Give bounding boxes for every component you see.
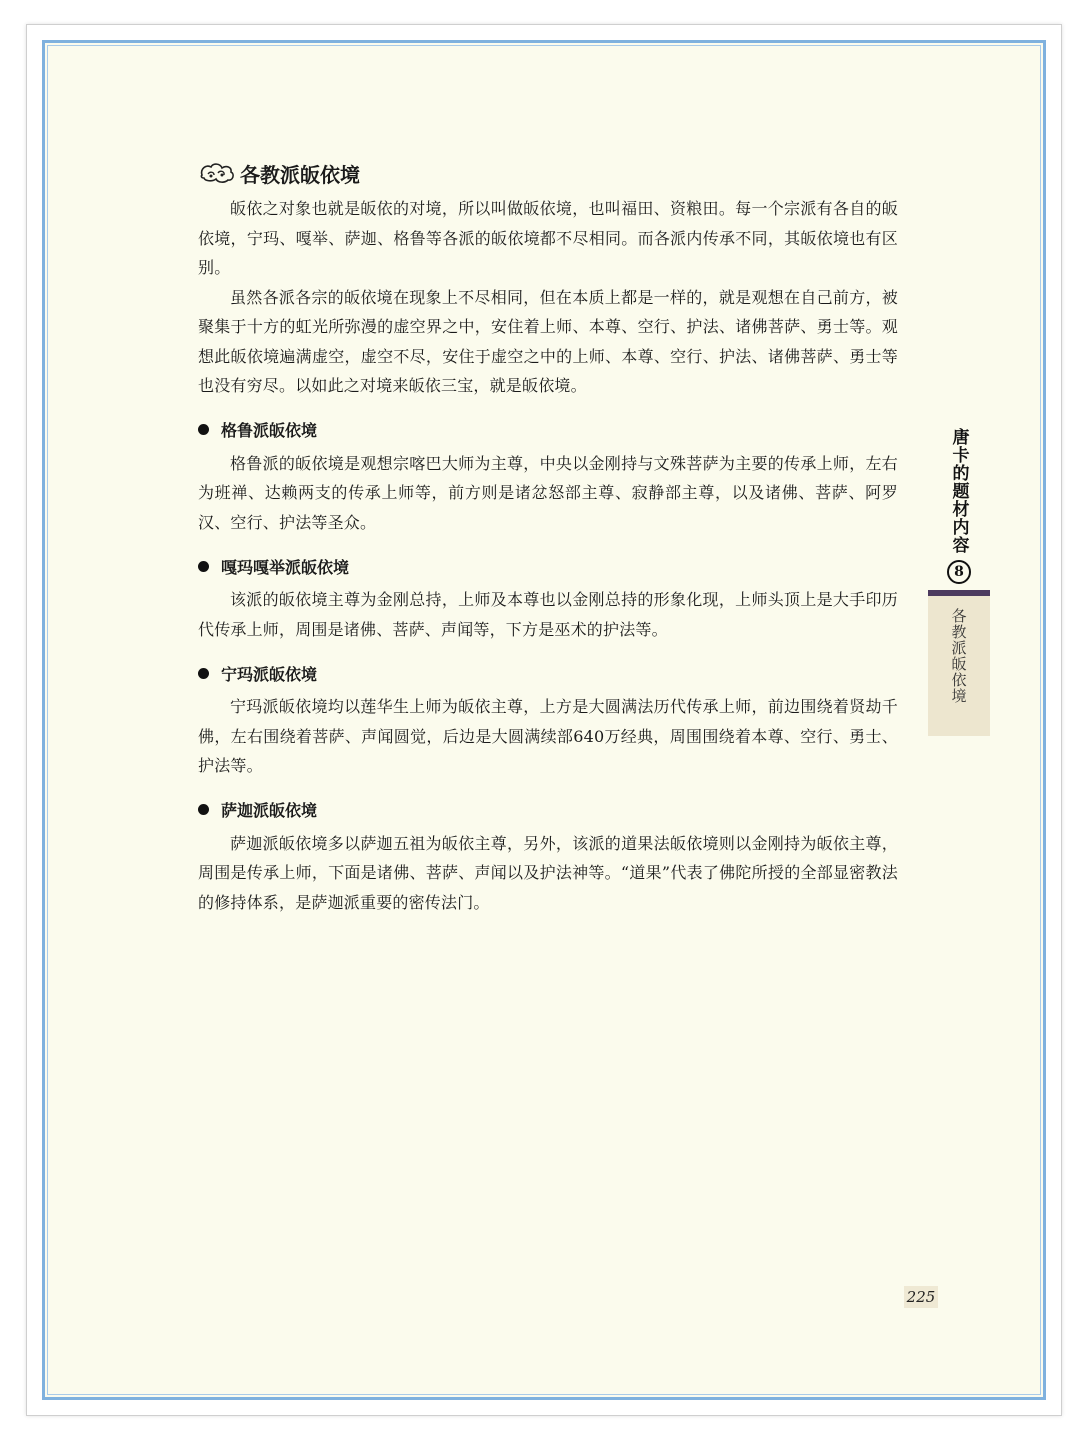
sidebar-section-title: 各教派皈依境 bbox=[949, 608, 968, 704]
subsection-title: 格鲁派皈依境 bbox=[221, 421, 318, 440]
page-content bbox=[198, 158, 898, 917]
intro-paragraph-2: 虽然各派各宗的皈依境在现象上不尽相同，但在本质上都是一样的，就是观想在自己前方，被聚集于十方的虹光所弥漫的虚空界之中，安住着上师、本尊、空行、护法、诸佛菩萨、勇士等。观想此皈依境遍满虚空，虚空不尽，安住于虚空之中的上师、本尊、空行、护法、诸佛菩萨、勇士等也没有穷尽。以如此之对境来皈依三宝，就是皈依境。 bbox=[198, 287, 898, 395]
chapter-title: 唐卡的题材内容 bbox=[948, 428, 969, 554]
subsection-heading-nyingma bbox=[198, 662, 898, 684]
subsection-text-sakya: 萨迦派皈依境多以萨迦五祖为皈依主尊，另外，该派的道果法皈依境则以金刚持为皈依主尊，周围是传承上师，下面是诸佛、菩萨、声闻以及护法神等。“道果”代表了佛陀所授的全部显密教法的修持体系，是萨迦派重要的密传法门。 bbox=[198, 833, 898, 912]
subsection-text-gelug: 格鲁派的皈依境是观想宗喀巴大师为主尊，中央以金刚持与文殊菩萨为主要的传承上师，左右为班禅、达赖两支的传承上师等，前方则是诸忿怒部主尊、寂静部主尊，以及诸佛、菩萨、阿罗汉、空行、护法等圣众。 bbox=[198, 453, 898, 532]
page-number: 225 bbox=[904, 1286, 938, 1308]
intro-paragraph-1: 皈依之对象也就是皈依的对境，所以叫做皈依境，也叫福田、资粮田。每一个宗派有各自的皈依境，宁玛、嘎举、萨迦、格鲁等各派的皈依境都不尽相同。而各派内传承不同，其皈依境也有区别。 bbox=[198, 199, 898, 277]
subsection-heading-gelug bbox=[198, 419, 898, 441]
cloud-ornament-icon bbox=[198, 161, 236, 185]
bullet-icon bbox=[198, 804, 209, 815]
bullet-icon bbox=[198, 668, 209, 679]
chapter-sidebar bbox=[928, 428, 990, 736]
subsection-heading-sakya bbox=[198, 799, 898, 821]
subsection-heading-karma-kagyu bbox=[198, 555, 898, 577]
section-heading bbox=[198, 158, 898, 188]
bullet-icon bbox=[198, 561, 209, 572]
subsection-text-karma-kagyu: 该派的皈依境主尊为金刚总持，上师及本尊也以金刚总持的形象化现，上师头顶上是大手印历代传承上师，周围是诸佛、菩萨、声闻等，下方是巫术的护法等。 bbox=[198, 590, 898, 639]
chapter-number-badge: 8 bbox=[947, 560, 971, 584]
subsection-title: 萨迦派皈依境 bbox=[221, 801, 318, 820]
section-title: 各教派皈依境 bbox=[240, 162, 360, 187]
subsection-text-nyingma: 宁玛派皈依境均以莲华生上师为皈依主尊，上方是大圆满法历代传承上师，前边围绕着贤劫千佛，左右围绕着菩萨、声闻圆觉，后边是大圆满续部640万经典，周围围绕着本尊、空行、勇士、护法等。 bbox=[198, 697, 898, 775]
subsection-title: 嘎玛嘎举派皈依境 bbox=[221, 557, 350, 577]
subsection-title: 宁玛派皈依境 bbox=[221, 664, 318, 684]
bullet-icon bbox=[198, 424, 209, 435]
sidebar-section-box bbox=[928, 596, 990, 736]
